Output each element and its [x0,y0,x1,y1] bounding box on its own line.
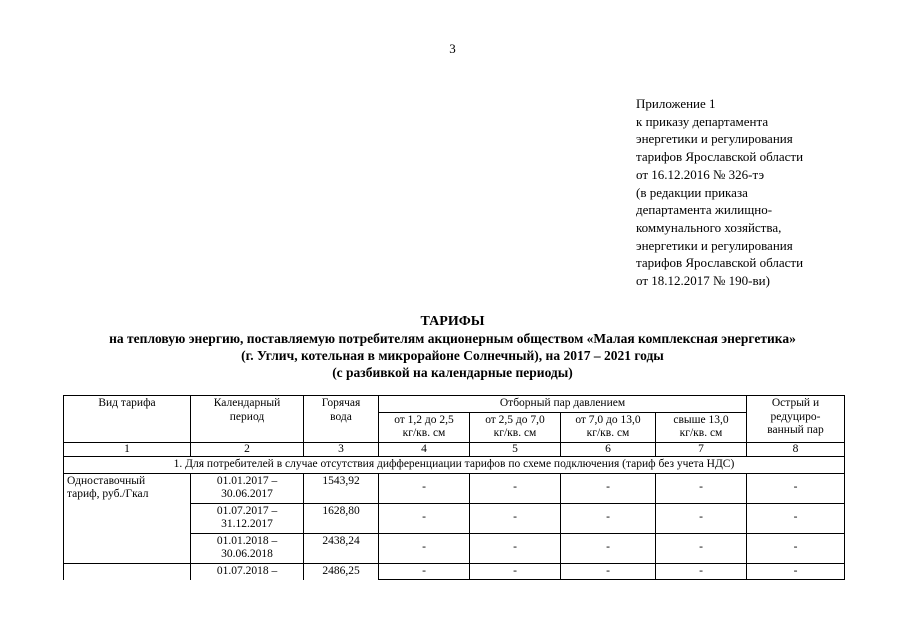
annex-line: коммунального хозяйства, [636,219,782,235]
title-main: ТАРИФЫ [420,314,485,329]
header-hot-water: Горячая вода [304,396,379,443]
column-number: 8 [747,442,845,457]
steam-4-cell: - [656,473,747,503]
annex-line: энергетики и регулирования [636,131,793,147]
column-number: 3 [304,442,379,457]
tariffs-table [63,395,845,580]
header-steam-2: от 2,5 до 7,0 кг/кв. см [470,412,561,442]
table-row [64,473,845,503]
column-number: 2 [191,442,304,457]
period-cell: 01.07.2018 – [191,563,304,580]
annex-block [636,95,896,290]
document-title [0,313,905,381]
steam-2-cell: - [470,533,561,563]
steam-3-cell: - [561,473,656,503]
hot-water-cell: 2486,25 [304,563,379,580]
column-number-row [64,442,845,457]
annex-line: Приложение 1 [636,96,716,111]
steam-2-cell: - [470,473,561,503]
sharp-steam-cell: - [747,503,845,533]
header-period: Календарный период [191,396,304,443]
steam-4-cell: - [656,563,747,580]
steam-3-cell: - [561,503,656,533]
sharp-steam-cell: - [747,473,845,503]
tariff-group-label-continued [64,563,191,580]
steam-1-cell: - [379,503,470,533]
header-steam-1: от 1,2 до 2,5 кг/кв. см [379,412,470,442]
sharp-steam-cell: - [747,533,845,563]
title-line: на тепловую энергию, поставляемую потребителям акционерным обществом «Малая комплексная энергетика» [109,331,796,346]
column-number: 7 [656,442,747,457]
title-line: (г. Углич, котельная в микрорайоне Солнечный), на 2017 – 2021 годы [241,348,664,363]
steam-2-cell: - [470,503,561,533]
hot-water-cell: 2438,24 [304,533,379,563]
header-steam-3: от 7,0 до 13,0 кг/кв. см [561,412,656,442]
tariff-group-label: Одноставочный тариф, руб./Гкал [64,473,191,563]
annex-line: к приказу департамента [636,113,769,129]
steam-1-cell: - [379,533,470,563]
section-title: 1. Для потребителей в случае отсутствия дифференциации тарифов по схеме подключения (тариф без учета НДС) [64,457,845,474]
hot-water-cell: 1628,80 [304,503,379,533]
steam-2-cell: - [470,563,561,580]
sharp-steam-cell: - [747,563,845,580]
period-cell: 01.07.2017 – 31.12.2017 [191,503,304,533]
title-line: (с разбивкой на календарные периоды) [332,365,573,380]
annex-line: от 16.12.2016 № 326-тэ [636,166,765,182]
period-cell: 01.01.2018 – 30.06.2018 [191,533,304,563]
header-steam-4: свыше 13,0 кг/кв. см [656,412,747,442]
steam-3-cell: - [561,533,656,563]
hot-water-cell: 1543,92 [304,473,379,503]
column-number: 1 [64,442,191,457]
annex-line: тарифов Ярославской области [636,149,804,165]
steam-1-cell: - [379,563,470,580]
page-number: 3 [449,41,456,56]
annex-line: тарифов Ярославской области [636,255,804,271]
column-number: 4 [379,442,470,457]
column-number: 5 [470,442,561,457]
annex-line: энергетики и регулирования [636,237,793,253]
column-number: 6 [561,442,656,457]
annex-line: департамента жилищно- [636,202,773,218]
header-sharp-steam: Острый и редуциро- ванный пар [747,396,845,443]
annex-line: от 18.12.2017 № 190-ви) [636,273,770,289]
header-steam: Отборный пар давлением [379,396,747,413]
section-row [64,457,845,474]
header-tariff-type: Вид тарифа [64,396,191,443]
steam-4-cell: - [656,533,747,563]
steam-3-cell: - [561,563,656,580]
header-row [64,396,845,413]
table-row [64,563,845,580]
steam-4-cell: - [656,503,747,533]
annex-line: (в редакции приказа [636,184,748,200]
period-cell: 01.01.2017 – 30.06.2017 [191,473,304,503]
steam-1-cell: - [379,473,470,503]
